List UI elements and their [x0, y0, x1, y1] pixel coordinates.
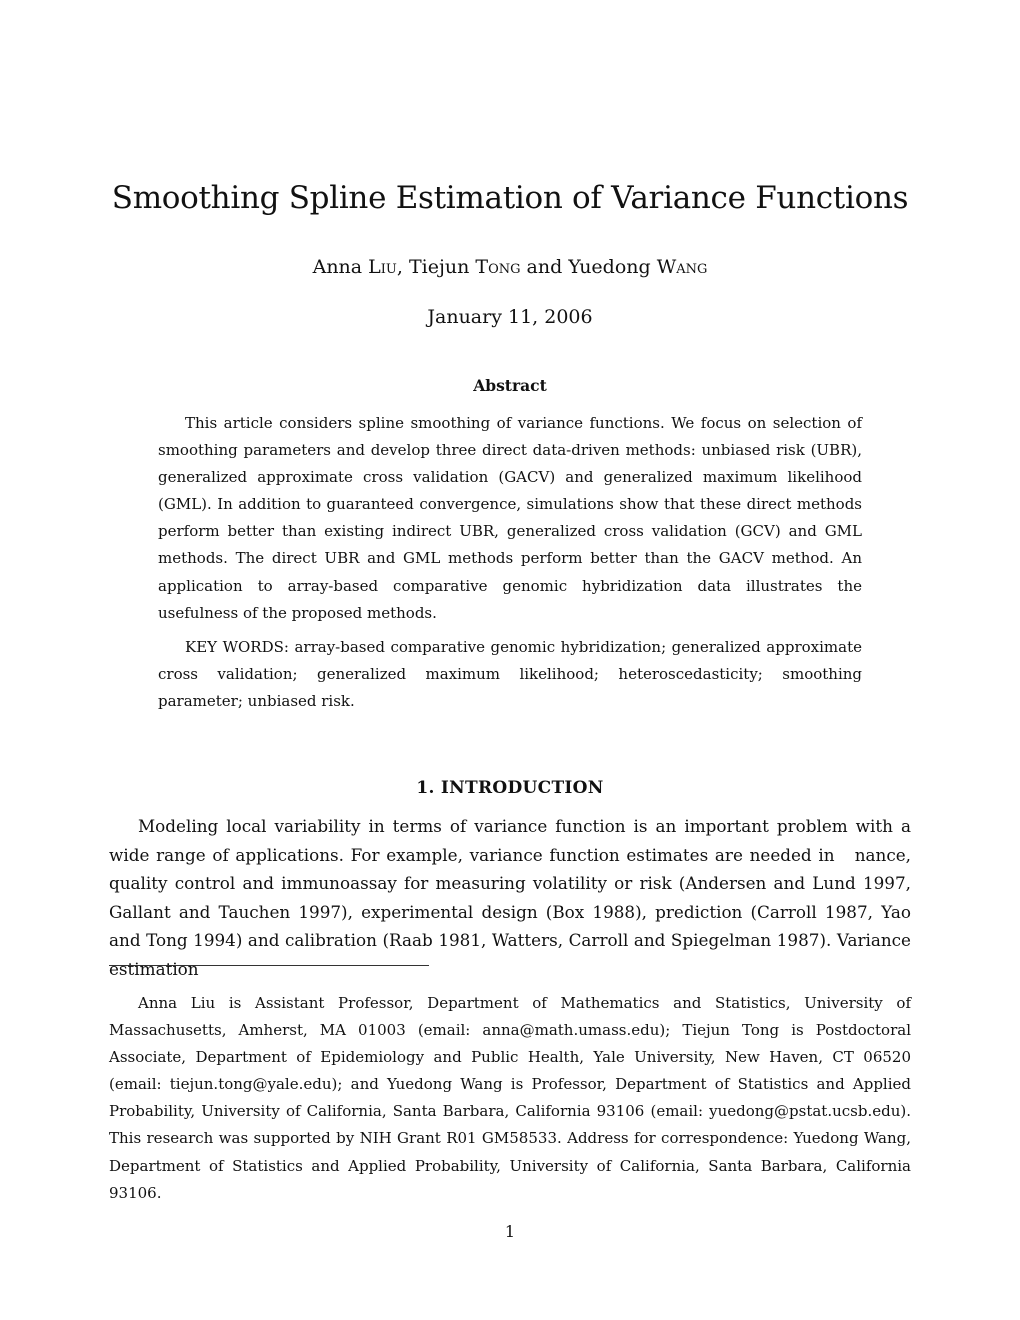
page-number: 1 [504, 1222, 516, 1241]
paper-title: Smoothing Spline Estimation of Variance Functions [111, 180, 909, 216]
author-3-last-name: Wang [656, 256, 708, 278]
author-separator: , [396, 256, 409, 278]
author-separator: and [520, 256, 569, 278]
introduction-paragraph: Modeling local variability in terms of variance function is an important problem with a wide range of applications. For example, variance function estimates are needed in nance, quality control and immunoassay for measuring volatility or risk (Andersen and Lund 1997, Gallant and Tauchen 1997), experimental design (Box 1988), prediction (Carroll 1987, Yao and Tong 1994) and calibration (Raab 1981, Watters, Carroll and Spiegelman 1987). Variance estimation [109, 816, 911, 979]
author-2-last-name: Tong [475, 256, 521, 278]
keywords: KEY WORDS: array-based comparative genomic hybridization; generalized approximate cross validation; generalized maximum likelihood; heteroscedasticity; smoothing parameter; unbiased risk. [158, 638, 862, 711]
section-heading-introduction: 1. INTRODUCTION [416, 778, 604, 798]
author-3-first-name: Yuedong [568, 256, 651, 278]
author-list [0, 256, 1020, 278]
author-1-last-name: Liu [368, 256, 397, 278]
author-2-first-name: Tiejun [408, 256, 470, 278]
author-1-first-name: Anna [312, 256, 363, 278]
footnote-divider [109, 965, 429, 966]
abstract-heading: Abstract [473, 376, 547, 395]
author-footnote: Anna Liu is Assistant Professor, Department of Mathematics and Statistics, University of Massachusetts, Amherst, MA 01003 (email: anna@math.umass.edu); Tiejun Tong is Postdoctoral Associate, Department of Epidemiology and Public Health, Yale University, New Haven, CT 06520 (email: tiejun.tong@yale.edu); and Yuedong Wang is Professor, Department of Statistics and Applied Probability, University of California, Santa Barbara, California 93106 (email: yuedong@pstat.ucsb.edu). This research was supported by NIH Grant R01 GM58533. Address for correspondence: Yuedong Wang, Department of Statistics and Applied Probability, University of California, Santa Barbara, California 93106. [109, 994, 911, 1202]
abstract-text: This article considers spline smoothing of variance functions. We focus on selection of smoothing parameters and develop three direct data-driven methods: unbiased risk (UBR), generalized approximate cross validation (GACV) and generalized maximum likelihood (GML). In addition to guaranteed convergence, simulations show that these direct methods perform better than existing indirect UBR, generalized cross validation (GCV) and GML methods. The direct UBR and GML methods perform better than the GACV method. An application to array-based comparative genomic hybridization data illustrates the usefulness of the proposed methods. [158, 414, 862, 622]
paper-date: January 11, 2006 [427, 306, 593, 328]
